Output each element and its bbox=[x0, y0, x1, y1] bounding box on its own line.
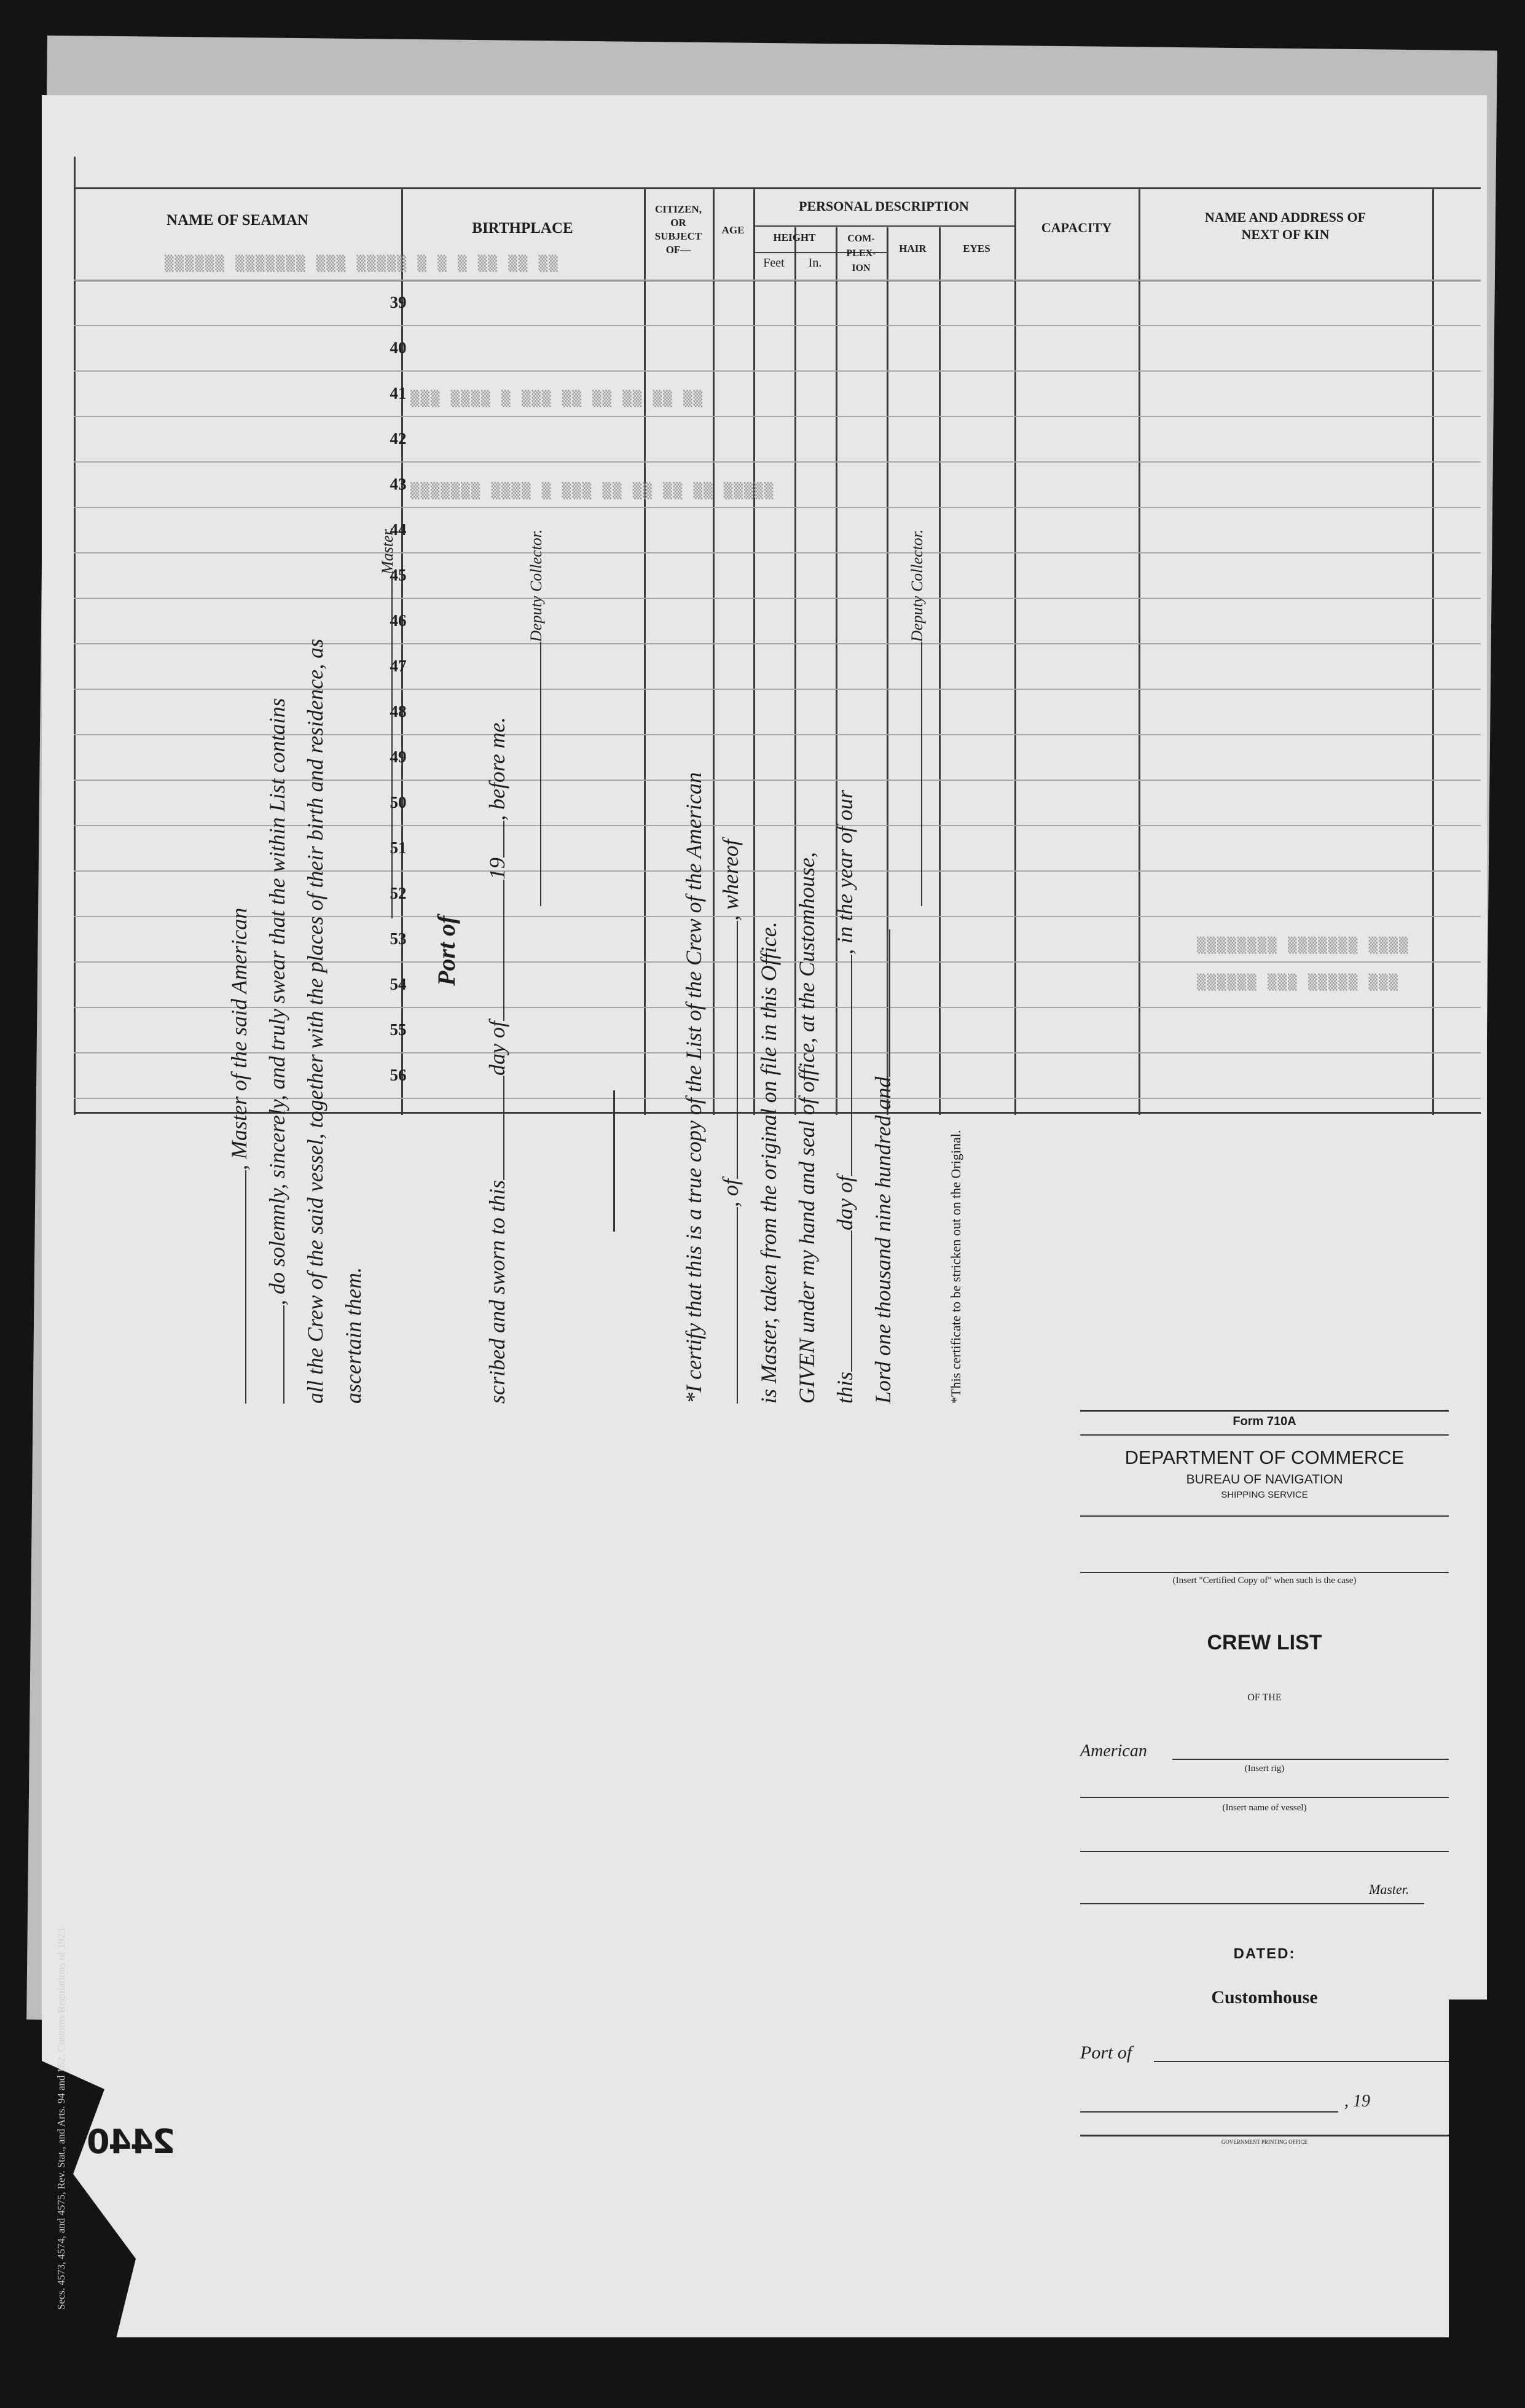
header-citizen-line-2: OR bbox=[670, 217, 686, 229]
file-stamp: 2440 bbox=[88, 2122, 176, 2161]
header-name-of-seaman: NAME OF SEAMAN bbox=[166, 212, 308, 229]
show-through-text: ▒▒▒ ▒▒▒▒ ▒ ▒▒▒ ▒▒ ▒▒ ▒▒ ▒▒ ▒▒ bbox=[410, 390, 704, 407]
show-through-text: ▒▒▒▒▒▒ ▒▒▒▒▒▒▒ ▒▒▒ ▒▒▒▒▒ ▒ ▒ ▒ ▒▒ ▒▒ ▒▒ bbox=[165, 255, 559, 272]
table-row-line bbox=[74, 416, 1481, 417]
row-number: 47 bbox=[390, 657, 407, 675]
col-line-capacity bbox=[1139, 187, 1140, 1115]
row-number: 45 bbox=[390, 566, 407, 584]
header-age: AGE bbox=[721, 224, 745, 236]
oath-line-2 bbox=[264, 698, 290, 1404]
header-birthplace: BIRTHPLACE bbox=[472, 220, 573, 237]
col-line-kin bbox=[1432, 187, 1434, 1115]
col-line-eyes bbox=[1014, 187, 1016, 1115]
bureau-title: BUREAU OF NAVIGATION bbox=[1186, 1472, 1343, 1487]
printer-imprint: GOVERNMENT PRINTING OFFICE bbox=[1221, 2139, 1308, 2145]
header-next-of-kin bbox=[1139, 209, 1432, 243]
row-number: 50 bbox=[390, 793, 407, 811]
header-personal-description: PERSONAL DESCRIPTION bbox=[799, 198, 969, 214]
vessel-name-hint: (Insert name of vessel) bbox=[1222, 1803, 1307, 1813]
subscribed-text: scribed and sworn to this bbox=[485, 1179, 509, 1404]
header-next-of-kin-line-2: NEXT OF KIN bbox=[1241, 227, 1330, 242]
row-number: 46 bbox=[390, 611, 407, 630]
row-number: 56 bbox=[390, 1066, 407, 1084]
subscribed-line bbox=[484, 717, 510, 1404]
row-number: 42 bbox=[390, 429, 407, 448]
header-hair: HAIR bbox=[899, 243, 927, 254]
crew-list-cover-form bbox=[1080, 1410, 1449, 2159]
table-top-border bbox=[74, 187, 1481, 189]
deputy-collector-label-1: Deputy Collector. bbox=[527, 529, 545, 642]
deputy-collector-label-2: Deputy Collector. bbox=[908, 529, 926, 642]
master-line bbox=[1080, 1903, 1424, 1904]
crew-list-sheet bbox=[42, 95, 1487, 2337]
oath-seal-line bbox=[595, 1090, 621, 1232]
certificate-line-2 bbox=[718, 839, 743, 1404]
form-year-label: , 19 bbox=[1344, 2092, 1370, 2111]
header-citizen-line-3: SUBJECT bbox=[654, 230, 702, 242]
form-number: Form 710A bbox=[1233, 1415, 1296, 1428]
of-the-label: OF THE bbox=[1247, 1692, 1282, 1703]
torn-edge-right bbox=[1449, 2000, 1487, 2337]
deputy-collector-line-2 bbox=[902, 530, 928, 906]
certificate-day-of: day of bbox=[833, 1176, 857, 1230]
header-complexion-line-2: PLEX- bbox=[846, 248, 876, 259]
master-signature-line bbox=[372, 527, 398, 918]
row-number: 43 bbox=[390, 475, 407, 493]
certificate-lord: Lord one thousand nine hundred and bbox=[871, 1076, 895, 1404]
header-eyes: EYES bbox=[963, 243, 990, 254]
rig-hint: (Insert rig) bbox=[1244, 1764, 1285, 1773]
show-through-text: ▒▒▒▒▒▒▒ ▒▒▒▒ ▒ ▒▒▒ ▒▒ ▒▒ ▒▒ ▒▒ ▒▒▒▒▒ bbox=[410, 482, 775, 499]
form-rule-3 bbox=[1080, 1515, 1449, 1517]
oath-line-1-text: , Master of the said American bbox=[227, 907, 251, 1170]
header-citizen-line-4: OF— bbox=[665, 244, 691, 256]
certificate-year-of-our: , in the year of our bbox=[833, 790, 857, 955]
header-next-of-kin-line-1: NAME AND ADDRESS OF bbox=[1204, 209, 1366, 225]
dated-label: DATED: bbox=[1233, 1945, 1296, 1962]
affidavit-and-certificate bbox=[226, 427, 982, 1428]
margin-statute-note bbox=[55, 2218, 68, 2310]
oath-line-4: ascertain them. bbox=[341, 1267, 366, 1404]
vessel-rig-line bbox=[1172, 1759, 1449, 1760]
header-complexion-line-3: ION bbox=[852, 263, 871, 273]
row-number: 48 bbox=[390, 702, 407, 721]
service-title: SHIPPING SERVICE bbox=[1221, 1490, 1308, 1500]
header-citizen bbox=[644, 203, 713, 257]
row-number: 52 bbox=[390, 884, 407, 902]
oath-line-2-text: , do solemnly, sincerely, and truly swear that the within List contains bbox=[265, 698, 289, 1305]
certificate-line-4: GIVEN under my hand and seal of office, at the Customhouse, bbox=[794, 852, 819, 1404]
certificate-this: this bbox=[833, 1371, 857, 1404]
header-complexion-line-1: COM- bbox=[847, 233, 875, 244]
certificate-line-5 bbox=[832, 790, 858, 1404]
crew-list-title: CREW LIST bbox=[1207, 1631, 1322, 1654]
row-number: 41 bbox=[390, 384, 407, 402]
form-bottom-rule bbox=[1080, 2135, 1449, 2136]
header-height: HEIGHT bbox=[773, 232, 816, 243]
subscribed-day-of: day of bbox=[485, 1020, 509, 1076]
certificate-whereof: , whereof bbox=[718, 839, 743, 921]
table-row-line bbox=[74, 280, 1481, 281]
certificate-line-1: *I certify that this is a true copy of the List of the Crew of the American bbox=[681, 772, 706, 1404]
col-line-left bbox=[74, 157, 76, 1115]
form-top-rule bbox=[1080, 1410, 1449, 1412]
vessel-name-line bbox=[1080, 1797, 1449, 1798]
american-label: American bbox=[1080, 1742, 1147, 1761]
certificate-of: , of bbox=[718, 1178, 743, 1207]
certified-copy-line bbox=[1080, 1572, 1449, 1573]
row-number: 55 bbox=[390, 1020, 407, 1039]
header-inches: In. bbox=[808, 256, 822, 270]
form-rule-2 bbox=[1080, 1434, 1449, 1436]
master-signature-label: Master. bbox=[378, 526, 396, 574]
subscribed-year: 19 bbox=[485, 857, 509, 880]
row-number: 39 bbox=[390, 293, 407, 311]
certificate-line-6 bbox=[870, 929, 896, 1404]
personal-desc-divider bbox=[753, 225, 1014, 227]
header-citizen-line-1: CITIZEN, bbox=[654, 203, 702, 215]
port-of-line bbox=[1154, 2061, 1449, 2062]
row-number: 40 bbox=[390, 338, 407, 357]
row-number: 53 bbox=[390, 929, 407, 948]
form-port-of-label: Port of bbox=[1080, 2043, 1132, 2063]
table-row-line bbox=[74, 325, 1481, 326]
certified-copy-hint: (Insert "Certified Copy of" when such is the case) bbox=[1172, 1576, 1357, 1585]
deputy-collector-line-1 bbox=[521, 530, 547, 906]
oath-line-3: all the Crew of the said vessel, together with the places of their birth and residence, as bbox=[303, 638, 327, 1404]
form-blank-line bbox=[1080, 1851, 1449, 1852]
show-through-text: ▒▒▒▒▒▒▒▒ ▒▒▒▒▒▒▒ ▒▒▒▒ bbox=[1197, 937, 1409, 954]
certificate-footnote: *This certificate to be stricken out on the Original. bbox=[948, 1130, 963, 1404]
header-capacity: CAPACITY bbox=[1041, 220, 1112, 235]
form-master-label: Master. bbox=[1369, 1882, 1409, 1897]
header-feet: Feet bbox=[763, 256, 785, 270]
certificate-line-3: is Master, taken from the original on file in this Office. bbox=[756, 921, 781, 1404]
department-title: DEPARTMENT OF COMMERCE bbox=[1124, 1447, 1405, 1468]
customhouse-label: Customhouse bbox=[1211, 1987, 1318, 2007]
row-number: 51 bbox=[390, 838, 407, 857]
row-number: 44 bbox=[390, 520, 407, 539]
oath-port-of: Port of bbox=[433, 915, 460, 986]
show-through-text: ▒▒▒▒▒▒ ▒▒▒ ▒▒▒▒▒ ▒▒▒ bbox=[1197, 974, 1399, 991]
row-number: 54 bbox=[390, 975, 407, 993]
oath-line-1 bbox=[226, 908, 252, 1404]
row-number: 49 bbox=[390, 748, 407, 766]
subscribed-before-me: , before me. bbox=[485, 717, 509, 821]
header-complexion bbox=[836, 232, 887, 276]
table-row-line bbox=[74, 370, 1481, 372]
date-line bbox=[1080, 2111, 1338, 2113]
